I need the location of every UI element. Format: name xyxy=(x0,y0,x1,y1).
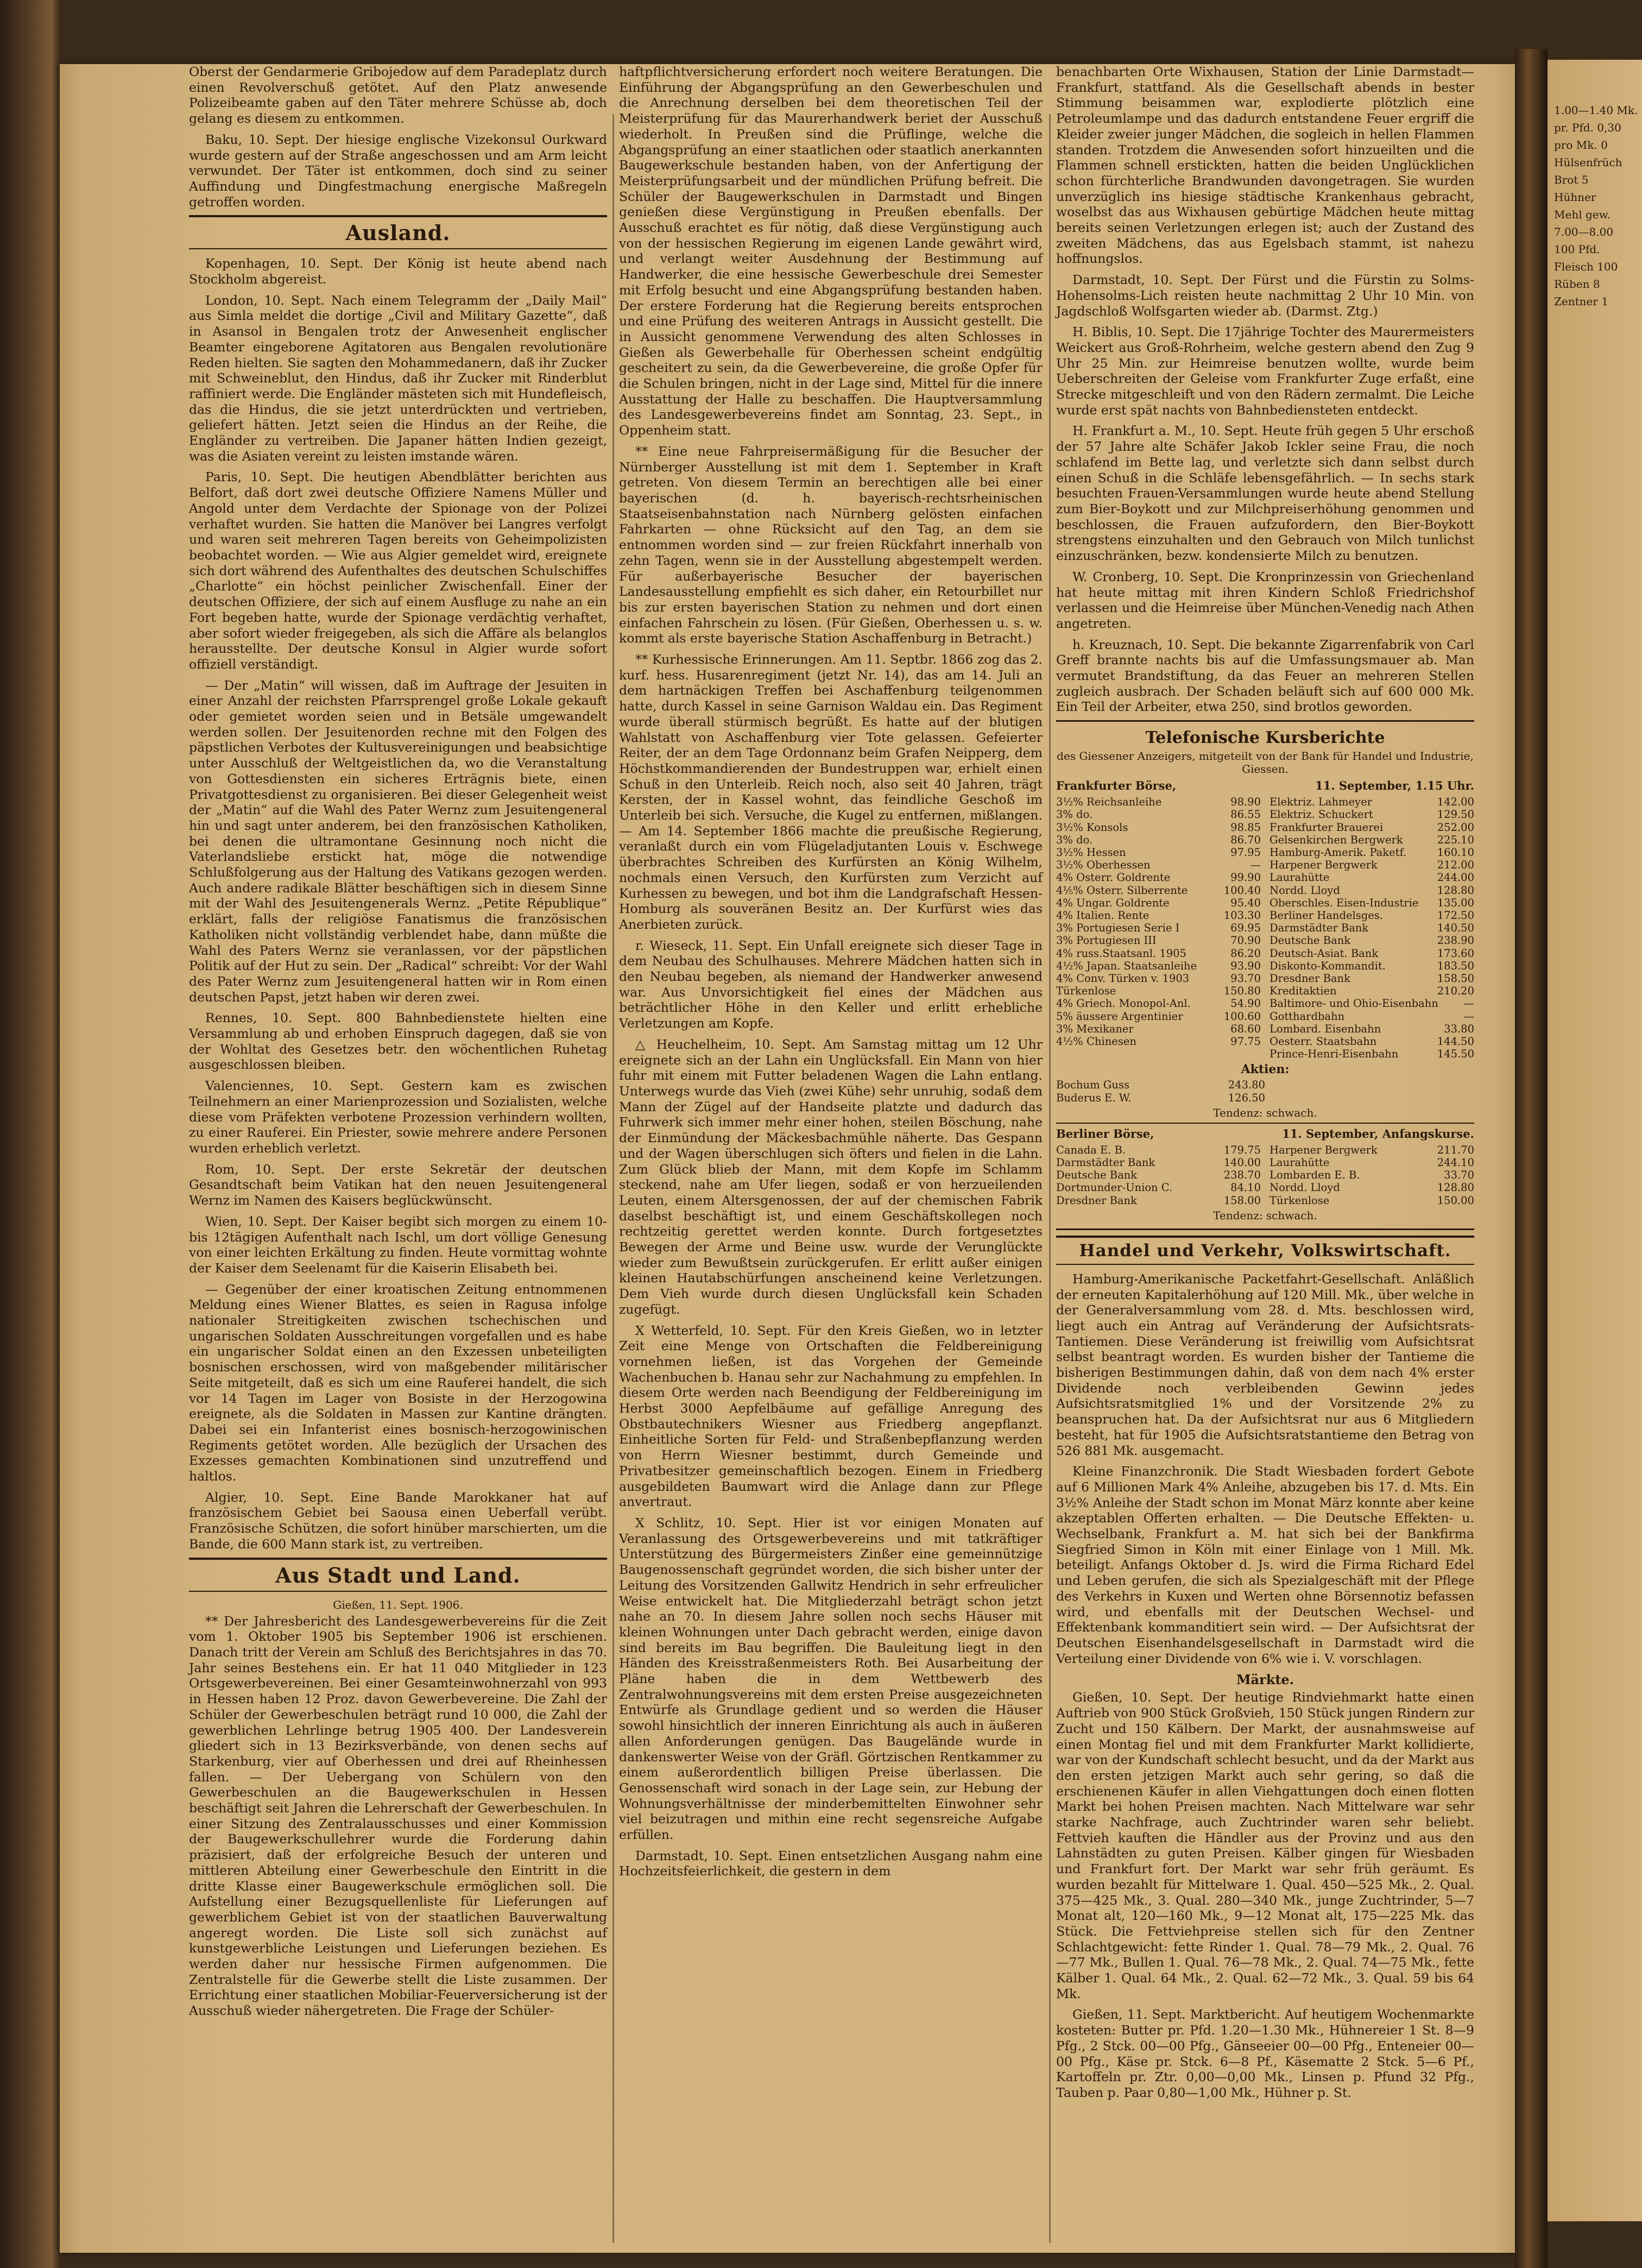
quote-value: 173.60 xyxy=(1437,947,1474,960)
frankfurt-exchange-header xyxy=(1056,779,1474,792)
quote-value: 179.75 xyxy=(1223,1143,1261,1156)
quote-name: 3½% Oberhessen xyxy=(1056,859,1151,872)
next-page-fragment: Fleisch 100 xyxy=(1554,260,1618,273)
quote-name: Lombarden E. B. xyxy=(1270,1169,1360,1182)
quote-name: 3% do. xyxy=(1056,808,1093,821)
quote-value: 86.55 xyxy=(1230,808,1261,821)
quote-value: 97.95 xyxy=(1230,846,1261,859)
article-text: Hamburg-Amerikanische Packetfahrt-Gesellschaft. Anläßlich der erneuten Kapitalerhöhung auf 120 Mill. Mk., über welche in der Generalversammlung vom 28. d. Mts. beschlossen wird, liegt auch ein Antrag auf Veränderung der Aufsichtsrats-Tantiemen. Diese Veränderung ist freiwillig vom Aufsichtsrat selbst beantragt worden. Es wurden bisher der Tantieme die bisherigen Bestimmungen dahin, daß von dem nach 4% erster Dividende noch verbleibenden Gewinn jedes Aufsichtsratsmitglied 1% und der Vorsitzende 2% zu beanspruchen hat. Da der Aufsichtsrat nur aus 6 Mitgliedern besteht, hat für 1905 die Aufsichtsratstantieme den Betrag von 526 881 Mk. ausgemacht. xyxy=(1056,1271,1474,1458)
berlin-quotes-left xyxy=(1056,1144,1261,1207)
stock-report-title: Telefonische Kursberichte xyxy=(1145,728,1385,748)
frankfurt-exchange-title: Frankfurter Börse, xyxy=(1056,779,1177,793)
quote-name: Canada E. B. xyxy=(1056,1143,1126,1156)
quote-name: Hamburg-Amerik. Paketf. xyxy=(1270,846,1407,859)
quote-row xyxy=(1056,884,1261,897)
quote-value: 98.90 xyxy=(1230,796,1261,809)
quote-value: 97.75 xyxy=(1230,1035,1261,1048)
quote-name: Türkenlose xyxy=(1270,1194,1330,1207)
quote-name: 4½% Japan. Staatsanleihe xyxy=(1056,959,1197,972)
quote-row xyxy=(1270,1169,1474,1181)
quote-name: 4% Conv. Türken v. 1903 xyxy=(1056,972,1190,985)
quote-value: 128.80 xyxy=(1437,884,1474,897)
quote-name: Laurahütte xyxy=(1270,871,1330,884)
quote-value: 33.70 xyxy=(1444,1169,1474,1182)
quote-row xyxy=(1056,859,1261,871)
quote-value: 160.10 xyxy=(1437,846,1474,859)
section-heading-maerkte: Märkte. xyxy=(1236,1672,1294,1688)
column-rule xyxy=(612,114,614,2243)
section-heading-handel: Handel und Verkehr, Volkswirtschaft. xyxy=(1056,1236,1474,1265)
quote-value: 95.40 xyxy=(1230,896,1261,909)
quote-name: Harpener Bergwerk xyxy=(1270,859,1378,872)
quote-name: Nordd. Lloyd xyxy=(1270,884,1340,897)
section-heading-stadt-land: Aus Stadt und Land. xyxy=(189,1558,607,1592)
quote-value: 126.50 xyxy=(1228,1091,1265,1104)
stock-report xyxy=(1056,720,1474,1230)
article-text: Wien, 10. Sept. Der Kaiser begibt sich morgen zu einem 10- bis 12tägigen Aufenthalt nach Ischl, um dort völlige Genesung von einer leichten Erkältung zu finden. Heute vormittag wohnte der Kaiser dem Seelenamt für die Kaiserin Elisabeth bei. xyxy=(189,1213,607,1276)
quote-row xyxy=(1270,1181,1474,1194)
quote-row xyxy=(1270,960,1474,972)
quote-name: Kreditaktien xyxy=(1270,985,1337,998)
frankfurt-quotes-right xyxy=(1270,796,1474,1060)
quote-row xyxy=(1270,884,1474,897)
quote-name: 4% russ.Staatsanl. 1905 xyxy=(1056,947,1186,960)
article-text: Valenciennes, 10. Sept. Gestern kam es zwischen Teilnehmern an einer Marienprozession und Sozialisten, welche diese vom Präfekten verbotene Prozession verhindern wollten, zu einer Rauferei. Ein Priester, sowie mehrere andere Personen wurden erheblich verletzt. xyxy=(189,1078,607,1156)
quote-row xyxy=(1056,821,1261,834)
quote-value: 158.50 xyxy=(1437,972,1474,985)
quote-name: 5% äussere Argentinier xyxy=(1056,1010,1183,1023)
quote-value: 142.00 xyxy=(1437,796,1474,809)
quote-value: 238.90 xyxy=(1437,934,1474,947)
quote-row xyxy=(1056,808,1261,821)
next-page-fragment: pro Mk. 0 xyxy=(1554,138,1608,152)
quote-value: 158.00 xyxy=(1223,1194,1261,1207)
article-text: ** Eine neue Fahrpreisermäßigung für die Besucher der Nürnberger Ausstellung ist mit dem 1. September in Kraft getreten. Von diesem Termin an berechtigen alle bei einer bayerischen (d. h. bayerisch-rechtsrheinischen Staatseisenbahnstation nach Nürnberg gelösten einfachen Fahrkarten — ohne Rücksicht auf den Tag, an dem sie entnommen worden sind — zur freien Rückfahrt innerhalb von zehn Tagen, wenn sie in der Ausstellung abgestempelt werden. Für außerbayerische Besucher der bayerischen Landesausstellung empfiehlt es sich daher, ein Retourbillet nur bis zur ersten bayerischen Station zu nehmen und dort einen einfachen Fahrschein zu lösen. (Für Gießen, Oberhessen u. s. w. kommt als erste bayerische Station Aschaffenburg in Betracht.) xyxy=(619,443,1043,646)
quote-name: Gotthardbahn xyxy=(1270,1010,1345,1023)
frankfurt-quotes xyxy=(1056,796,1474,1060)
quote-name: Dortmunder-Union C. xyxy=(1056,1181,1173,1194)
quote-value: 183.50 xyxy=(1437,959,1474,972)
quote-row xyxy=(1270,972,1474,985)
market-tendency: Tendenz: schwach. xyxy=(1213,1106,1317,1119)
berlin-exchange-header xyxy=(1056,1123,1474,1141)
quote-row xyxy=(1270,1156,1474,1169)
quote-row xyxy=(1056,1035,1261,1048)
quote-name: Deutsche Bank xyxy=(1056,1169,1138,1182)
article-text: X Wetterfeld, 10. Sept. Für den Kreis Gießen, wo in letzter Zeit eine Menge von Ortschaften die Feldbereinigung vornehmen ließen, ist das Vorgehen der Gemeinde Wachenbuchen b. Hanau sehr zur Nachahmung zu empfehlen. In diesem Orte werden nach Beendigung der Feldbereinigung im Herbst 3000 Aepfelbäume auf gefällige Anregung des Obstbautechnikers Wiesner aus Friedberg angepflanzt. Einheitliche Sorten für Feld- und Straßenbepflanzung werden von Herrn Wiesner bestimmt, durch Gemeinde und Privatbesitzer gemeinschaftlich bezogen. Einem in Friedberg ausgebildeten Baumwart wird die Anlage dann zur Pflege anvertraut. xyxy=(619,1322,1043,1510)
book-gutter xyxy=(1515,49,1548,2268)
next-page-fragment: 7.00—8.00 xyxy=(1554,225,1614,238)
quote-row xyxy=(1056,934,1261,947)
next-page-fragment: Rüben 8 xyxy=(1554,278,1600,291)
quote-row xyxy=(1056,1010,1261,1023)
market-tendency: Tendenz: schwach. xyxy=(1213,1208,1317,1222)
quote-row xyxy=(1056,1023,1261,1035)
quote-value: 212.00 xyxy=(1437,859,1474,872)
article-text: Rennes, 10. Sept. 800 Bahnbedienstete hielten eine Versammlung ab und erhoben Einspruch dagegen, daß sie von der Wohltat des Gesetzes betr. den wöchentlichen Ruhetag ausgeschlossen bleiben. xyxy=(189,1010,607,1073)
quote-name: 3½% Konsols xyxy=(1056,821,1128,834)
berlin-exchange-date: 11. September, Anfangskurse. xyxy=(1282,1126,1474,1141)
quote-value: 69.95 xyxy=(1230,922,1261,935)
quote-value: 244.00 xyxy=(1437,871,1474,884)
quote-name: Berliner Handelsges. xyxy=(1270,909,1383,922)
quote-row xyxy=(1056,960,1261,972)
quote-value: 103.30 xyxy=(1223,909,1261,922)
quote-row xyxy=(1056,997,1261,1010)
quote-value: 93.70 xyxy=(1230,972,1261,985)
quote-row xyxy=(1270,934,1474,947)
quote-row xyxy=(1056,972,1261,985)
next-page-fragment: pr. Pfd. 0,30 xyxy=(1554,121,1621,134)
quote-row xyxy=(1056,897,1261,909)
quote-value: 86.20 xyxy=(1230,947,1261,960)
quote-name: 3½% Reichsanleihe xyxy=(1056,796,1162,809)
quote-name: Dresdner Bank xyxy=(1270,972,1350,985)
article-text: Gießen, 11. Sept. Marktbericht. Auf heutigem Wochenmarkte kosteten: Butter pr. Pfd. 1.20—1.30 Mk., Hühnereier 1 St. 8—9 Pfg., 2 Stck. 00—00 Pfg., Gänseeier 00—00 Pfg., Enteneier 00—00 Pfg., Käse pr. Stck. 6—8 Pf., Käsematte 2 Stck. 5—6 Pf., Kartoffeln pr. Ztr. 0,00—0,00 Mk., Linsen p. Pfund 32 Pfg., Tauben p. Paar 0,80—1,00 Mk., Hühner p. St. xyxy=(1056,2007,1474,2100)
quote-row xyxy=(1270,985,1474,997)
quote-name: 4% Griech. Monopol-Anl. xyxy=(1056,997,1191,1010)
article-text: Paris, 10. Sept. Die heutigen Abendblätter berichten aus Belfort, daß dort zwei deutsche Offiziere Namens Müller und Angold unter dem Verdachte der Spionage von der Polizei verhaftet wurden. Sie hatten die Manöver bei Langres verfolgt und waren seit mehreren Tagen bereits von Geheimpolizisten beobachtet worden. — Wie aus Algier gemeldet wird, ereignete sich dort während des Aufenthaltes des deutschen Schulschiffes „Charlotte“ ein höchst peinlicher Zwischenfall. Einer der deutschen Offiziere, der sich auf einem Ausfluge zu nahe an ein Fort begeben hatte, wurde der Spionage verdächtig verhaftet, aber sofort wieder freigegeben, als sich die Affäre als belanglos herausstellte. Der deutsche Konsul in Algier wurde sofort offiziell verständigt. xyxy=(189,469,607,672)
quote-name: 3% Portugiesen Serie I xyxy=(1056,922,1180,935)
quote-row xyxy=(1270,1048,1474,1060)
quote-value: — xyxy=(1463,1010,1474,1023)
quote-row xyxy=(1056,846,1261,859)
quote-value: 100.40 xyxy=(1223,884,1261,897)
article-text: ** Der Jahresbericht des Landesgewerbevereins für die Zeit vom 1. Oktober 1905 bis September 1906 ist erschienen. Danach tritt der Verein am Schluß des Berichtsjahres in das 70. Jahr seines Bestehens ein. Er hat 11 040 Mitglieder in 123 Ortsgewerbevereinen. Bei einer Gesamteinwohnerzahl von 993 in Hessen haben 12 Proz. davon Gewerbevereine. Die Zahl der Schüler der Gewerbeschulen beträgt rund 10 000, die Zahl der gewerblichen Lehrlinge betrug 1905 400. Der Landesverein gliedert sich in 13 Bezirksverbände, von denen sechs auf Starkenburg, vier auf Oberhessen und drei auf Rheinhessen fallen. — Der Uebergang von Schülern von den Gewerbeschulen an die Baugewerkschulen in Hessen beschäftigt seit Jahren die Lehrerschaft der Gewerbeschulen. In einer Sitzung des Zentralausschusses und einer Kommission der Baugewerkschullehrer wurde die Forderung dahin präzisiert, daß der erfolgreiche Besuch der unteren und mittleren Abteilung einer Gewerbeschule den Eintritt in die dritte Klasse einer Baugewerkschule ermöglichen soll. Die Aufstellung einer Bezugsquellenliste für Lieferungen auf gewerblichem Gebiet ist von der staatlichen Bauverwaltung angeregt worden. Die Liste soll sich zunächst auf kunstgewerbliche Leistungen und Lieferungen beziehen. Es werden daher nur hessische Firmen aufgenommen. Die Zentralstelle für die Gewerbe stellt die Liste zusammen. Der Errichtung einer staatlichen Mobiliar-Feuerversicherung ist der Ausschuß wieder nähergetreten. Die Frage der Schüler- xyxy=(189,1613,607,2019)
quote-name: Prince-Henri-Eisenbahn xyxy=(1270,1048,1399,1061)
quote-name: 3% Mexikaner xyxy=(1056,1022,1134,1035)
quote-value: 211.70 xyxy=(1437,1143,1474,1156)
quote-name: 4% Osterr. Goldrente xyxy=(1056,871,1171,884)
quote-name: Deutsche Bank xyxy=(1270,934,1351,947)
article-text: X Schlitz, 10. Sept. Hier ist vor einigen Monaten auf Veranlassung des Ortsgewerbevereins und mit tatkräftiger Unterstützung des Bürgermeisters Zinßer eine gemeinnützige Baugenossenschaft gegründet worden, die sich bisher unter der Leitung des Vorsitzenden Gallwitz Hendrich in sehr erfreulicher Weise entwickelt hat. Die Mitgliederzahl beträgt schon jetzt nahe an 70. In diesem Jahre sollen noch sechs Häuser mit kleinen Wohnungen unter Dach gebracht werden, einige davon sind bereits im Bau begriffen. Die Bauleitung liegt in den Händen des Kreisstraßenmeisters Roth. Bei Ausarbeitung der Pläne haben die in dem Wettbewerb des Zentralwohnungsvereins mit dem ersten Preise ausgezeichneten Entwürfe als Grundlage gedient und so werden die Häuser sowohl hinsichtlich der inneren Einrichtung als auch in äußeren allen Anforderungen genügen. Das Baugelände wurde in dankenswerter Weise von der Gräfl. Görtzischen Rentkammer zu einem außerordentlich billigen Preise überlassen. Die Genossenschaft wird sonach in der Lage sein, zur Hebung der Wohnungsverhältnisse der minderbemittelten Einwohner sehr viel beizutragen und mithin eine recht segensreiche Aufgabe erfüllen. xyxy=(619,1515,1043,1843)
quote-row xyxy=(1270,1023,1474,1035)
quote-value: 150.80 xyxy=(1223,985,1261,998)
article-text: haftpflichtversicherung erfordert noch weitere Beratungen. Die Einführung der Abgangsprüfung an den Gewerbeschulen und die Anrechnung derselben bei dem theoretischen Teil der Meisterprüfung für das Maurerhandwerk beriet der Ausschuß wiederholt. In Preußen sind die Prüflinge, welche die Abgangsprüfung an einer staatlichen oder staatlich anerkannten Baugewerkschule bestanden haben, von der Anfertigung der Meisterprüfungsarbeit und der mündlichen Prüfung befreit. Die Schüler der Baugewerkschulen in Darmstadt und Bingen genießen diese Vergünstigung in Preußen ebenfalls. Der Ausschuß erachtet es für nötig, daß diese Vergünstigung auch von der hessischen Regierung im eigenen Lande gewährt wird, und verlangt weiter Ausdehnung der Bestimmung auf Handwerker, die eine hessische Gewerbeschule drei Semester mit Erfolg besucht und eine Abgangsprüfung bestanden haben. Der erstere Forderung hat die Regierung bereits entsprochen und eine Prüfung des weiteren Antrags in Aussicht gestellt. Die in Aussicht genommene Verwendung des alten Schlosses in Gießen als Gewerbehalle für Oberhessen scheint endgültig gescheitert zu sein, da die Gewerbevereine, die große Opfer für die Schulen bringen, nicht in der Lage sind, Mittel für die innere Ausstattung der Halle zu beschaffen. Die Hauptversammlung des Landesgewerbevereins findet am Sonntag, 23. Sept., in Oppenheim statt. xyxy=(619,64,1043,438)
article-text: Oberst der Gendarmerie Gribojedow auf dem Paradeplatz durch einen Revolverschuß getötet. Auf den Platz anwesende Polizeibeamte gaben auf den Täter mehrere Schüsse ab, doch gelang es diesem zu entkommen. xyxy=(189,64,607,127)
article-text: H. Biblis, 10. Sept. Die 17jährige Tochter des Maurermeisters Weickert aus Groß-Rohrheim, welche gestern abend den Zug 9 Uhr 25 Min. zur Heimreise benutzen wollte, wurde beim Ueberschreiten der Geleise vom Frankfurter Zuge erfaßt, eine Strecke mitgeschleift und von den Rädern zermalmt. Die Leiche wurde erst spät nachts von Bahnbediensteten entdeckt. xyxy=(1056,324,1474,418)
berlin-quotes-right xyxy=(1270,1144,1474,1207)
quote-name: Lombard. Eisenbahn xyxy=(1270,1022,1381,1035)
quote-row xyxy=(1270,1144,1474,1156)
next-page-fragment: Brot 5 xyxy=(1554,173,1589,186)
quote-value: 144.50 xyxy=(1437,1035,1474,1048)
quote-row xyxy=(1270,909,1474,922)
article-text: London, 10. Sept. Nach einem Telegramm der „Daily Mail“ aus Simla meldet die dortige „Civil and Military Gazette“, daß in Asansol in Bengalen trotz der Anwesenheit englischer Beamter eingeborene Agitatoren aus Bengalen revolutionäre Reden hielten. Sie sagten den Mohammedanern, daß ihr Zucker mit Schweineblut, den Hindus, daß ihr Zucker mit Rinderblut raffiniert werde. Die Engländer mästeten sich mit Hundefleisch, das die Hindus, die sie jetzt unterdrückten und vertrieben, geliefert hätten. Jetzt seien die Hindus an der Reihe, die Engländer zu vertreiben. Die Japaner hätten Indien gezeigt, was die Asiaten vereint zu leisten imstande wären. xyxy=(189,292,607,464)
quote-value: 225.10 xyxy=(1437,833,1474,846)
aktien-quotes xyxy=(1056,1079,1265,1104)
quote-value: 145.50 xyxy=(1437,1048,1474,1061)
quote-row xyxy=(1270,796,1474,808)
quote-row xyxy=(1056,1181,1261,1194)
column-rule xyxy=(1049,114,1051,2243)
quote-row xyxy=(1270,1194,1474,1207)
quote-name: 3% Portugiesen III xyxy=(1056,934,1157,947)
section-heading-ausland: Ausland. xyxy=(189,215,607,249)
article-text: Baku, 10. Sept. Der hiesige englische Vizekonsul Ourkward wurde gestern auf der Straße angeschossen und am Arm leicht verwundet. Der Täter ist entkommen, doch sind zu seiner Auffindung und Dingfestmachung energische Maßregeln getroffen worden. xyxy=(189,131,607,210)
quote-value: 86.70 xyxy=(1230,833,1261,846)
quote-row xyxy=(1270,871,1474,884)
quote-value: 210.20 xyxy=(1437,985,1474,998)
quote-value: 243.80 xyxy=(1228,1079,1265,1092)
next-page-fragment: Zentner 1 xyxy=(1554,295,1609,308)
quote-name: 4½% Chinesen xyxy=(1056,1035,1136,1048)
quote-value: 150.00 xyxy=(1437,1194,1474,1207)
article-text: Kopenhagen, 10. Sept. Der König ist heute abend nach Stockholm abgereist. xyxy=(189,256,607,287)
quote-name: Deutsch-Asiat. Bank xyxy=(1270,947,1379,960)
quote-name: Laurahütte xyxy=(1270,1156,1330,1169)
quote-row xyxy=(1056,1156,1261,1169)
column-2 xyxy=(619,64,1043,1885)
quote-value: 172.50 xyxy=(1437,909,1474,922)
quote-value: 238.70 xyxy=(1223,1169,1261,1182)
article-text: Rom, 10. Sept. Der erste Sekretär der deutschen Gesandtschaft beim Vatikan hat den neuen Jesuitengeneral Wernz im Namen des Kaisers beglückwünscht. xyxy=(189,1161,607,1208)
quote-row xyxy=(1270,897,1474,909)
quote-name: 3% do. xyxy=(1056,833,1093,846)
berlin-exchange-title: Berliner Börse, xyxy=(1056,1126,1154,1141)
quote-name: 4% Ungar. Goldrente xyxy=(1056,896,1170,909)
quote-value: 84.10 xyxy=(1230,1181,1261,1194)
quote-value: 93.90 xyxy=(1230,959,1261,972)
quote-name: Dresdner Bank xyxy=(1056,1194,1137,1207)
quote-name: Elektriz. Lahmeyer xyxy=(1270,796,1372,809)
quote-value: 33.80 xyxy=(1444,1022,1474,1035)
quote-row xyxy=(1270,922,1474,934)
quote-name: Buderus E. W. xyxy=(1056,1091,1132,1104)
quote-row xyxy=(1270,1010,1474,1023)
quote-value: 140.00 xyxy=(1223,1156,1261,1169)
quote-name: Frankfurter Brauerei xyxy=(1270,821,1384,834)
quote-name: Darmstädter Bank xyxy=(1056,1156,1155,1169)
article-text: r. Wieseck, 11. Sept. Ein Unfall ereignete sich dieser Tage in dem Neubau des Schulhauses. Mehrere Mädchen hatten sich in den Neubau begeben, als niemand der Handwerker anwesend war. Aus Unvorsichtigkeit fiel eines der Mädchen aus beträchtlicher Höhe in den Keller und erlitt erhebliche Verletzungen am Kopfe. xyxy=(619,937,1043,1031)
article-text: Darmstadt, 10. Sept. Der Fürst und die Fürstin zu Solms-Hohensolms-Lich reisten heute nachmittag 2 Uhr 10 Min. von Jagdschloß Wolfsgarten wieder ab. (Darmst. Ztg.) xyxy=(1056,272,1474,319)
berlin-quotes xyxy=(1056,1144,1474,1207)
frankfurt-exchange-date: 11. September, 1.15 Uhr. xyxy=(1315,779,1474,793)
dateline: Gießen, 11. Sept. 1906. xyxy=(333,1598,463,1611)
article-text: h. Kreuznach, 10. Sept. Die bekannte Zigarrenfabrik von Carl Greff brannte nachts bis auf die Umfassungsmauer ab. Man vermutet Brandstiftung, da das Feuer an mehreren Stellen zugleich ausbrach. Der Schaden beläuft sich auf 600 000 Mk. Ein Teil der Arbeiter, etwa 250, sind brotlos geworden. xyxy=(1056,637,1474,715)
article-text: — Der „Matin“ will wissen, daß im Auftrage der Jesuiten in einer Anzahl der reichsten Pfarrsprengel große Lokale gekauft oder gemietet worden seien und in Betsäle umgewandelt werden sollen. Der Jesuitenorden rechne mit den Folgen des päpstlichen Verbotes der Kultusvereinigungen und beabsichtige unter Ausschluß der Weltgeistlichen da, wo die Veranstaltung von Gottesdiensten ein sicheres Erträgnis biete, einen Privatgottesdienst zu organisieren. Bei dieser Gelegenheit weist der „Matin“ auf die Wahl des Pater Wernz zum Jesuitengeneral hin und sagt unter anderem, bei den französischen Katholiken, bei denen die ultramontane Gesinnung noch nicht die Vaterlandsliebe erstickt hat, möge die notwendige Schlußfolgerung aus der Haltung des Vatikans gezogen werden. Auch andere radikale Blätter beschäftigen sich in diesem Sinne mit der Wahl des Jesuitengenerals Wernz. „Petite République“ erklärt, falls der religiöse Fanatismus die französischen Katholiken nicht vollständig verblendet habe, dann müßte die Wahl des Paters Wernz sie veranlassen, vor der päpstlichen Politik auf der Hut zu sein. Der „Radical“ schreibt: Vor der Wahl des Pater Wernz zum Jesuitengeneral hatten wir in Rom einen deutschen Papst, jetzt haben wir deren zwei. xyxy=(189,677,607,1005)
quote-row xyxy=(1270,846,1474,859)
quote-name: Nordd. Lloyd xyxy=(1270,1181,1340,1194)
next-page-fragment: Hülsenfrüch xyxy=(1554,156,1622,169)
quote-value: 54.90 xyxy=(1230,997,1261,1010)
quote-value: 100.60 xyxy=(1223,1010,1261,1023)
quote-row xyxy=(1056,947,1261,960)
quote-value: 135.00 xyxy=(1437,896,1474,909)
next-page-fragment: Hühner xyxy=(1554,191,1596,204)
quote-name: Darmstädter Bank xyxy=(1270,922,1369,935)
article-text: Darmstadt, 10. Sept. Einen entsetzlichen Ausgang nahm eine Hochzeitsfeierlichkeit, die gestern in dem xyxy=(619,1848,1043,1879)
article-text: Kleine Finanzchronik. Die Stadt Wiesbaden fordert Gebote auf 6 Millionen Mark 4% Anleihe, abzugeben bis 17. d. Mts. Ein 3½% Anleihe der Stadt schon im Monat März konnte aber keine akzeptablen Offerten erhalten. — Die Deutsche Effekten- u. Wechselbank, Frankfurt a. M. hat sich bei der Bankfirma Siegfried Simon in Köln mit einer Einlage von 1 Mill. Mk. beteiligt. Anfangs Oktober d. Js. wird die Firma Richard Edel und Leben gerufen, die sich als Spezialgeschäft mit der Pflege des Verkehrs in Kuxen und Werten ohne Börsennotiz befassen wird, und ebenfalls mit der Deutschen Wechsel- und Effektenbank kommanditiert sein wird. — Der Aufsichtsrat der Deutschen Eisenhandelsgesellschaft in Darmstadt wird die Verteilung einer Dividende von 6% wie i. V. vorschlagen. xyxy=(1056,1464,1474,1666)
article-text: Gießen, 10. Sept. Der heutige Rindviehmarkt hatte einen Auftrieb von 900 Stück Großvieh, 150 Stück jungen Rindern zur Zucht und 150 Kälbern. Der Markt, der ausnahmsweise auf einen Montag fiel und mit dem Frankfurter Markt kollidierte, war von der Kundschaft schlecht besucht, und da der Markt aus den ersten jetzigen Markt auch sehr gering, so daß die erschienenen Käufer in allen Viehgattungen doch einen flotten Markt bei hohen Preisen machten. Nach Mittelware war sehr starke Nachfrage, auch Zuchtrinder waren sehr beliebt. Fettvieh kauften die Händler aus der Provinz und aus den Lahnstädten zu guten Preisen. Kälber gingen für Wiesbaden und Frankfurt fort. Der Markt war sehr früh geräumt. Es wurden bezahlt für Mittelware 1. Qual. 450—525 Mk., 2. Qual. 375—425 Mk., 3. Qual. 280—340 Mk., junge Zuchtrinder, 5—7 Monat alt, 120—160 Mk., 9—12 Monat alt, 175—225 Mk. das Stück. Die Fettviehpreise stellen sich für den Zentner Schlachtgewicht: fette Rinder 1. Qual. 78—79 Mk., 2. Qual. 76—77 Mk., Bullen 1. Qual. 76—78 Mk., 2. Qual. 74—75 Mk., fette Kälber 1. Qual. 64 Mk., 2. Qual. 62—72 Mk., 3. Qual. 59 bis 64 Mk. xyxy=(1056,1690,1474,2001)
article-text: ** Kurhessische Erinnerungen. Am 11. Septbr. 1866 zog das 2. kurf. hess. Husarenregiment (jetzt Nr. 14), das am 14. Juli an dem hartnäckigen Treffen bei Aschaffenburg teilgenommen hatte, durch Kassel in seine Garnison Waldau ein. Das Regiment wurde überall stürmisch begrüßt. Es hatte auf der blutigen Wahlstatt von Aschaffenburg vier Tote gelassen. Gefeierter Reiter, der an dem Tage Ordonnanz beim Grafen Neipperg, dem Höchstkommandierenden der Bundestruppen war, erhielt einen Schuß in den Unterleib. Reich noch, also seit 40 Jahren, trägt Kersten, der in Kassel wohnt, das feindliche Geschoß im Unterleib bei sich. Versuche, die Kugel zu entfernen, mißlangen. — Am 14. September 1866 machte die preußische Regierung, veranlaßt durch ein vom Flügeladjutanten Louis v. Eschwege überbrachtes Schreiben des Kurfürsten an König Wilhelm, nochmals einen Versuch, den Kurfürsten zum Verzicht auf Kurhessen zu bewegen, und bot ihm die Landgrafschaft Hessen-Homburg als souveränen Besitz an. Der Kurfürst wies das Anerbieten zurück. xyxy=(619,652,1043,932)
quote-row xyxy=(1056,1079,1265,1091)
quote-value: 70.90 xyxy=(1230,934,1261,947)
column-1 xyxy=(189,64,607,2024)
quote-value: 244.10 xyxy=(1437,1156,1474,1169)
quote-name: 4% Italien. Rente xyxy=(1056,909,1150,922)
quote-row xyxy=(1056,834,1261,846)
quote-name: Gelsenkirchen Bergwerk xyxy=(1270,833,1403,846)
quote-row xyxy=(1056,1092,1265,1104)
quote-row xyxy=(1056,985,1261,997)
quote-name: Oberschles. Eisen-Industrie xyxy=(1270,896,1419,909)
next-page-fragment: 100 Pfd. xyxy=(1554,243,1600,256)
quote-name: Bochum Guss xyxy=(1056,1079,1129,1092)
quote-value: — xyxy=(1463,997,1474,1010)
article-text: W. Cronberg, 10. Sept. Die Kronprinzessin von Griechenland hat heute mittag mit ihren Kindern Schloß Friedrichshof verlassen und die Heimreise über München-Venedig nach Athen angetreten. xyxy=(1056,569,1474,631)
quote-name: Diskonto-Kommandit. xyxy=(1270,959,1386,972)
quote-name: Elektriz. Schuckert xyxy=(1270,808,1373,821)
quote-row xyxy=(1270,997,1474,1010)
quote-name: 4⅕% Osterr. Silberrente xyxy=(1056,884,1188,897)
article-text: — Gegenüber der einer kroatischen Zeitung entnommenen Meldung eines Wiener Blattes, es seien in Ragusa infolge nationaler Streitigkeiten zwischen tschechischen und ungarischen Soldaten Ausschreitungen vorgefallen und es habe ein ungarischer Soldat einen an den Exzessen unbeteiligten bosnischen erschossen, wird von maßgebender militärischer Seite mitgeteilt, daß es sich um eine Rauferei handelt, die sich vor 14 Tagen im Lager von Bosiste in der Herzogowina ereignete, als die Soldaten in Massen zur Kantine drängten. Dabei sei ein Infanterist eines bosnisch-herzogowinischen Regiments getötet worden. Alle bezüglich der Ursachen des Exzesses gemachten Kombinationen sind unzutreffend und haltlos. xyxy=(189,1281,607,1484)
article-text: H. Frankfurt a. M., 10. Sept. Heute früh gegen 5 Uhr erschoß der 57 Jahre alte Schäfer Jakob Ickler seine Frau, die noch schlafend im Bette lag, und verletzte sich dann selbst durch einen Schuß in die Schläfe lebensgefährlich. — In sechs stark besuchten Frauen-Versammlungen wurde heute abend Stellung zum Bier-Boykott und zur Milchpreiserhöhung genommen und beschlossen, die Frauen aufzufordern, den Bier-Boykott strengstens einzuhalten und den Gebrauch von Milch tunlichst einzuschränken, bezw. kondensierte Milch zu benutzen. xyxy=(1056,423,1474,564)
quote-row xyxy=(1270,808,1474,821)
quote-name: 3½% Hessen xyxy=(1056,846,1126,859)
quote-row xyxy=(1056,1194,1261,1207)
next-page-edge xyxy=(1548,60,1642,2221)
quote-row xyxy=(1270,859,1474,871)
quote-row xyxy=(1270,947,1474,960)
quote-row xyxy=(1056,1169,1261,1181)
quote-row xyxy=(1056,796,1261,808)
column-3 xyxy=(1056,64,1474,2106)
quote-row xyxy=(1056,871,1261,884)
quote-value: 128.80 xyxy=(1437,1181,1474,1194)
next-page-fragment: Mehl gew. xyxy=(1554,208,1611,221)
next-page-fragment: 1.00—1.40 Mk. xyxy=(1554,104,1638,117)
quote-value: 140.50 xyxy=(1437,922,1474,935)
quote-row xyxy=(1270,834,1474,846)
quote-value: 129.50 xyxy=(1437,808,1474,821)
article-text: △ Heuchelheim, 10. Sept. Am Samstag mittag um 12 Uhr ereignete sich an der Lahn ein Unglücksfall. Ein Mann von hier fuhr mit einem mit Futter beladenen Wagen die Lahn entlang. Unterwegs wurde das Vieh (zwei Kühe) sehr unruhig, sodaß dem Mann der Zügel auf der Handseite platzte und dadurch das Fuhrwerk sich immer mehr einer hohen, steilen Böschung, nahe der Einmündung der Mäckesbachmühle näherte. Das Gespann und der Wagen überschlugen sich öfters und fielen in die Lahn. Zum Glück blieb der Mann, mit dem Kopfe im Schlamm steckend, nahe am Ufer liegen, sodaß er von herzueilenden Leuten, einem Altersgenossen, der auf der chemischen Fabrik daselbst beschäftigt ist, und einem Geschäftskollegen noch rechtzeitig gerettet werden konnte. Durch fortgesetztes Bewegen der Arme und Beine usw. wurde der Verunglückte wieder zum Bewußtsein zurückgerufen. Er erlitt außer einigen kleinen Hautabschürfungen anscheinend keine Verletzungen. Dem Vieh wurde durch diesen Unglücksfall kein Schaden zugefügt. xyxy=(619,1036,1043,1317)
quote-row xyxy=(1270,1035,1474,1048)
aktien-label: Aktien: xyxy=(1241,1062,1290,1077)
quote-row xyxy=(1056,1144,1261,1156)
article-text: benachbarten Orte Wixhausen, Station der Linie Darmstadt—Frankfurt, stattfand. Als die Gesellschaft abends in bester Stimmung beisammen war, explodierte plötzlich eine Petroleumlampe und das dadurch entstandene Feuer ergriff die Kleider zweier junger Mädchen, die sogleich in hellen Flammen standen. Trotzdem die Anwesenden sofort hinzueilten und die Flammen schnell erstickten, hatten die beiden Unglücklichen schon fürchterliche Brandwunden davongetragen. Sie wurden unverzüglich ins hiesige städtische Krankenhaus gebracht, woselbst das aus Wixhausen gebürtige Mädchen heute mittag bereits seinen Verletzungen erlegen ist; auch der Zustand des zweiten Mädchens, das aus Egelsbach stammt, ist nahezu hoffnungslos. xyxy=(1056,64,1474,267)
quote-value: 99.90 xyxy=(1230,871,1261,884)
quote-name: Oesterr. Staatsbahn xyxy=(1270,1035,1377,1048)
quote-value: 98.85 xyxy=(1230,821,1261,834)
quote-name: Baltimore- und Ohio-Eisenbahn xyxy=(1270,997,1438,1010)
quote-row xyxy=(1270,821,1474,834)
quote-value: 68.60 xyxy=(1230,1022,1261,1035)
quote-row xyxy=(1056,909,1261,922)
quote-name: Türkenlose xyxy=(1056,985,1116,998)
frankfurt-quotes-left xyxy=(1056,796,1261,1060)
quote-value: 252.00 xyxy=(1437,821,1474,834)
stock-report-subtitle: des Giessener Anzeigers, mitgeteilt von der Bank für Handel und Industrie, Giessen. xyxy=(1057,749,1474,776)
quote-name: Harpener Bergwerk xyxy=(1270,1143,1378,1156)
article-text: Algier, 10. Sept. Eine Bande Marokkaner hat auf französischem Gebiet bei Saousa einen Ueberfall verübt. Französische Schützen, die sofort hinüber marschierten, um die Bande, die 600 Mann stark ist, zu vertreiben. xyxy=(189,1489,607,1552)
quote-row xyxy=(1056,922,1261,934)
quote-value: — xyxy=(1250,859,1261,872)
